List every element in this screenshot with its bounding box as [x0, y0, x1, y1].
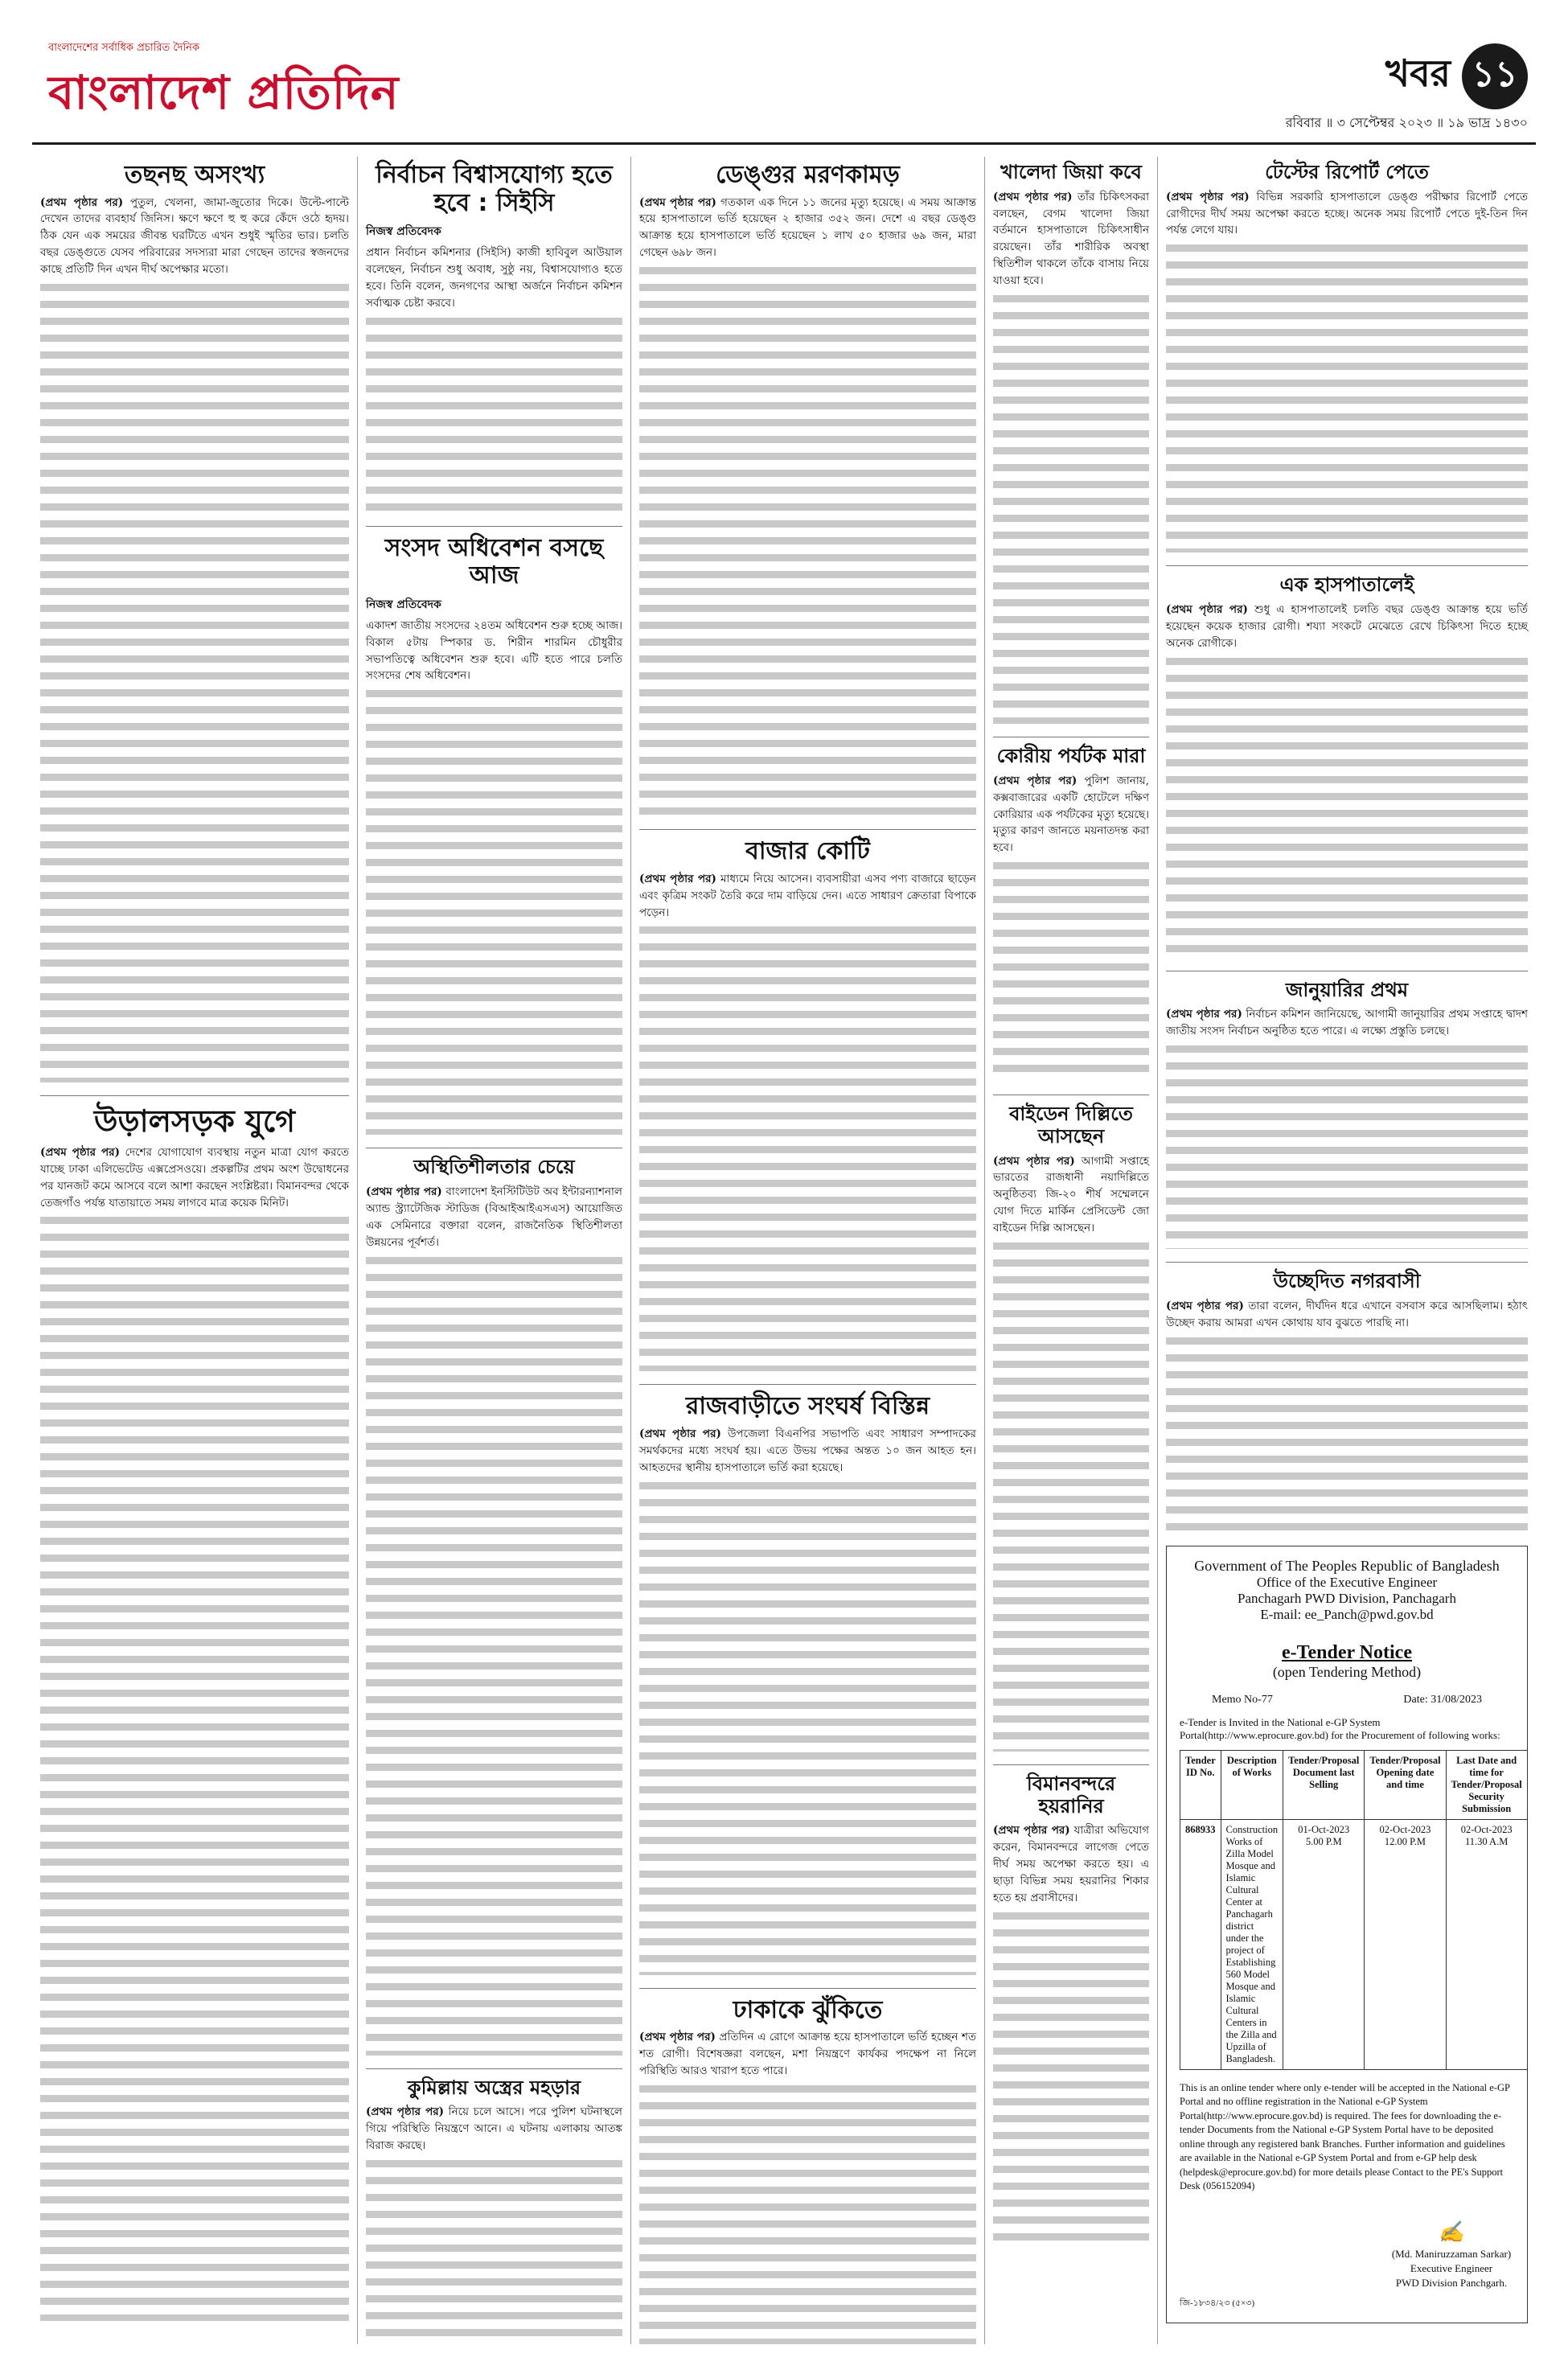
article-continuation — [366, 312, 622, 513]
newspaper-name: বাংলাদেশ প্রতিদিন — [48, 65, 400, 120]
article-continuation — [993, 1237, 1149, 1752]
article-body: একাদশ জাতীয় সংসদের ২৪তম অধিবেশন শুরু হচ্ছে আজ। বিকাল ৫টায় স্পিকার ড. শিরীন শারমিন চৌধুরীর সভাপতিত্বে অধিবেশন শুরু হবে। এটি হতে পারে চলতি সংসদের শেষ অধিবেশন। — [366, 618, 622, 683]
divider — [639, 829, 976, 830]
article-headline: বাইডেন দিল্লিতে আসছেন — [1009, 1103, 1133, 1148]
article-headline: কুমিল্লায় অস্ত্রের মহড়ার — [407, 2076, 581, 2099]
tender-selling-date: 01-Oct-2023 5.00 P.M — [1283, 1819, 1365, 2069]
column-1 — [32, 157, 358, 2344]
article-headline: এক হাসপাতালেই — [1279, 573, 1414, 597]
tender-method: (open Tendering Method) — [1272, 1663, 1422, 1680]
article-biden — [993, 1103, 1149, 1752]
article-body: উপজেলা বিএনপির সভাপতি এবং সাধারণ সম্পাদকের সমর্থকদের মধ্যে সংঘর্ষ হয়। এতে উভয় পক্ষের অন্তত ১০ জন আহত হন। আহতদের স্থানীয় হাসপাতালে ভর্তি করা হয়েছে। — [639, 1427, 976, 1474]
article-lead: (প্রথম পৃষ্ঠার পর) — [1166, 1299, 1244, 1312]
divider — [993, 1764, 1149, 1765]
section-name: খবর — [1385, 51, 1451, 95]
article-body: আগামী সপ্তাহে ভারতের রাজধানী নয়াদিল্লিতে অনুষ্ঠিতব্য জি-২০ শীর্ষ সম্মেলনে যোগ দিতে মার্কিন প্রেসিডেন্ট জো বাইডেন দিল্লি আসছেন। — [993, 1154, 1149, 1235]
article-continuation — [40, 278, 349, 1082]
article-flyover — [40, 1104, 349, 2321]
signer-office: PWD Division Panchgarh. — [1395, 2277, 1508, 2290]
article-dengue-death — [639, 162, 976, 816]
article-headline: ডেঙ্গুর মরণকামড় — [716, 161, 900, 189]
article-bazar — [639, 838, 976, 1371]
divider — [366, 2068, 622, 2069]
article-headline: উচ্ছেদিত নগরবাসী — [1273, 1270, 1421, 1293]
tender-intro: e-Tender is Invited in the National e-GP System Portal(http://www.eprocure.gov.bd) for the Procurement of following works: — [1180, 1715, 1500, 1741]
tender-email: E-mail: ee_Panch@pwd.gov.bd — [1260, 1606, 1434, 1622]
article-uchchhed — [1166, 1271, 1528, 1532]
article-january — [1166, 980, 1528, 1249]
article-byline: নিজস্ব প্রতিবেদক — [366, 225, 441, 238]
column-4 — [985, 157, 1158, 2344]
tender-memo-row — [1212, 1694, 1482, 1707]
article-headline: উড়ালসড়ক যুগে — [93, 1103, 296, 1140]
article-lead: (প্রথম পৃষ্ঠার পর) — [366, 2105, 445, 2119]
masthead — [32, 32, 1536, 145]
divider — [1166, 1262, 1528, 1263]
signer-title: Executive Engineer — [1410, 2262, 1493, 2275]
article-continuation — [993, 1907, 1149, 2245]
page-number-badge: ১১ — [1462, 43, 1528, 109]
column-2 — [358, 157, 631, 2344]
article-continuation — [366, 2154, 622, 2344]
article-body: গতকাল এক দিনে ১১ জনের মৃত্যু হয়েছে। এ সময় আক্রান্ত হয়ে হাসপাতালে ভর্তি হয়েছেন ২ হাজার ৩৫২ জন। দেশে এ বছর ডেঙ্গু আক্রান্ত হয়ে হাসপাতালে ভর্তি হয়েছেন ১ লাখ ৫০ হাজার ৬৯ জন, মারা গেছেন ৬৯৮ জন। — [639, 195, 976, 260]
article-continuation — [639, 2080, 976, 2344]
tender-table-header — [1180, 1750, 1528, 1819]
article-lead: (প্রথম পৃষ্ঠার পর) — [993, 774, 1077, 787]
column-5 — [1158, 157, 1536, 2344]
article-dhaka-risk — [639, 1997, 976, 2344]
article-headline: বিমানবন্দরে হয়রানির — [1026, 1772, 1116, 1817]
tender-notice — [1166, 1546, 1528, 2323]
tender-footer-note: This is an online tender where only e-tender will be accepted in the National e-GP Portal and no offline registration in the National e-GP System Portal(http://www.eprocure.gov.bd) is required. The fees for downloading the e-tender Documents from the National e-GP System Portal have to be deposited online through any registered bank Branches. Further information and guidelines are available in the National e-GP System Portal and from e-GP help desk (helpdesk@eprocure.gov.bd) for more details please Contact to the PE's Support Desk (056152094) — [1180, 2081, 1510, 2192]
article-cumilla — [366, 2077, 622, 2344]
table-row — [1180, 1819, 1528, 2069]
article-headline: ঢাকাকে ঝুঁকিতে — [733, 1995, 883, 2024]
article-lead: (প্রথম পৃষ্ঠার পর) — [993, 190, 1073, 203]
table-header-cell: Last Date and time for Tender/Proposal Security Submission — [1446, 1750, 1527, 1819]
article-khaleda — [993, 162, 1149, 724]
article-continuation — [639, 1477, 976, 1975]
article-headline: নির্বাচন বিশ্বাসযোগ্য হতে হবে : সিইসি — [376, 161, 613, 217]
article-lead: (প্রথম পৃষ্ঠার পর) — [40, 1145, 120, 1159]
article-tester — [1166, 162, 1528, 552]
tender-security-date: 02-Oct-2023 11.30 A.M — [1446, 1819, 1527, 2069]
article-lead: (প্রথম পৃষ্ঠার পর) — [1166, 602, 1248, 616]
article-body: তাঁর চিকিৎসকরা বলছেন, বেগম খালেদা জিয়া বর্তমানে হাসপাতালে চিকিৎসাধীন রয়েছেন। তাঁর শারীরিক অবস্থা স্থিতিশীল থাকলে তাঁকে বাসায় নিয়ে যাওয়া হবে। — [993, 190, 1149, 288]
article-lead: (প্রথম পৃষ্ঠার পর) — [639, 2031, 716, 2044]
article-body: শুধু এ হাসপাতালেই চলতি বছর ডেঙ্গু আক্রান্ত হয়ে ভর্তি হয়েছেন কয়েক হাজার রোগী। শয্যা সংকটে মেঝেতে রেখে চিকিৎসা দিতে হচ্ছে অনেক রোগীকে। — [1166, 602, 1528, 650]
article-continuation — [639, 921, 976, 1371]
article-osthiti — [366, 1156, 622, 2055]
article-biman — [993, 1773, 1149, 2245]
article-body: দেশের যোগাযোগ ব্যবস্থায় নতুন মাত্রা যোগ করতে যাচ্ছে ঢাকা এলিভেটেড এক্সপ্রেসওয়ে। প্রকল্পটির প্রথম অংশ উদ্বোধনের পর যানজট কমে আসবে বলে আশা করছেন সংশ্লিষ্টরা। বিমানবন্দর থেকে তেজগাঁও পর্যন্ত যাতায়াতে সময় লাগবে মাত্র কয়েক মিনিট। — [40, 1145, 349, 1210]
tender-date: Date: 31/08/2023 — [1403, 1693, 1482, 1706]
article-byline: নিজস্ব প্রতিবেদক — [366, 598, 441, 611]
divider — [366, 526, 622, 527]
article-headline: কোরীয় পর্যটক মারা — [996, 745, 1146, 768]
table-header-cell: Description of Works — [1221, 1750, 1283, 1819]
divider — [639, 1384, 976, 1385]
signature-icon: ✍ — [1438, 2220, 1465, 2244]
ad-code: জি-১৮৩৪/২৩ (৫×৩) — [1180, 2298, 1255, 2308]
article-lead: (প্রথম পৃষ্ঠার পর) — [993, 1824, 1070, 1838]
signer-name: (Md. Maniruzzaman Sarkar) — [1391, 2247, 1512, 2260]
article-continuation — [639, 261, 976, 816]
divider — [639, 1988, 976, 1989]
article-body: নির্বাচন কমিশন জানিয়েছে, আগামী জানুয়ারির প্রথম সপ্তাহে দ্বাদশ জাতীয় সংসদ নির্বাচন অনুষ্ঠিত হতে পারে। এ লক্ষ্যে প্রস্তুতি চলছে। — [1166, 1008, 1529, 1038]
article-headline: জানুয়ারির প্রথম — [1285, 978, 1409, 1001]
article-ek-hospital — [1166, 574, 1528, 957]
article-continuation — [1166, 652, 1528, 958]
article-lead: (প্রথম পৃষ্ঠার পর) — [993, 1154, 1075, 1168]
newspaper-logo — [48, 40, 399, 135]
divider — [40, 1095, 349, 1096]
article-body: বিভিন্ন সরকারি হাসপাতালে ডেঙ্গু পরীক্ষার রিপোর্ট পেতে রোগীদের দীর্ঘ সময় অপেক্ষা করতে হচ্ছে। অনেক সময় রিপোর্ট পেতে দুই-তিন দিন পর্যন্ত লেগে যায়। — [1166, 190, 1528, 237]
tender-signature-block — [1389, 2218, 1514, 2291]
article-headline: সংসদ অধিবেশন বসছে আজ — [384, 533, 604, 590]
article-nirbachon — [366, 162, 622, 513]
tender-title: e-Tender Notice — [1282, 1641, 1412, 1663]
article-lead: (প্রথম পৃষ্ঠার পর) — [639, 1427, 721, 1440]
article-body: পুলিশ জানায়, কক্সবাজারের একটি হোটেলে দক্ষিণ কোরিয়ার এক পর্যটকের মৃত্যু হয়েছে। মৃত্যুর কারণ জানতে ময়নাতদন্ত করা হবে। — [993, 774, 1149, 855]
article-lead: (প্রথম পৃষ্ঠার পর) — [1166, 190, 1250, 203]
article-headline: টেস্টের রিপোর্ট পেতে — [1265, 161, 1429, 183]
divider — [1166, 565, 1528, 566]
article-body: মাধ্যমে নিয়ে আসেন। ব্যবসায়ীরা এসব পণ্য বাজারে ছাড়েন এবং কৃত্রিম সংকট তৈরি করে দাম বাড়িয়ে দেন। এতে সাধারণ ক্রেতারা বিপাকে পড়েন। — [639, 872, 976, 919]
table-header-cell: Tender/Proposal Opening date and time — [1365, 1750, 1446, 1819]
article-lead: (প্রথম পৃষ্ঠার পর) — [40, 195, 124, 209]
table-header-cell: Tender ID No. — [1180, 1750, 1221, 1819]
tender-description: Construction Works of Zilla Model Mosque and Islamic Cultural Center at Panchagarh district under the project of Establishing 560 Model Mosque and Islamic Cultural Centers in the Zilla and Upzilla of Bangladesh. — [1221, 1819, 1283, 2069]
table-header-cell: Tender/Proposal Document last Selling — [1283, 1750, 1365, 1819]
tender-id: 868933 — [1180, 1819, 1221, 2069]
tender-office: Office of the Executive Engineer — [1256, 1574, 1438, 1590]
article-songsod — [366, 535, 622, 1136]
section-label — [1385, 43, 1528, 109]
article-continuation — [366, 1251, 622, 2056]
article-lead: (প্রথম পৃষ্ঠার পর) — [639, 872, 716, 885]
article-headline: অস্থিতিশীলতার চেয়ে — [413, 1156, 575, 1179]
article-body: পুতুল, খেলনা, জামা-জুতোর দিকে। উল্টে-পাল্টে দেখেন তাদের ব্যবহার্য জিনিস। ক্ষণে ক্ষণে হু হু করে কেঁদে ওঠে হৃদয়। ঠিক যেন এক সময়ের জীবন্ত ঘরটিতে এখন শুধুই স্মৃতির ভার। চলতি বছর ডেঙ্গুতে যেসব পরিবারের সদস্যরা মারা গেছেন তাদের স্বজনদের কাছে প্রতিটি দিন এখন দীর্ঘ অপেক্ষার মতো। — [40, 195, 349, 277]
article-body: বাংলাদেশ ইনস্টিটিউট অব ইন্টারন্যাশনাল অ্যান্ড স্ট্র্যাটেজিক স্টাডিজ (বিআইআইএসএস) আয়োজিত এক সেমিনারে বক্তারা বলেন, রাজনৈতিক স্থিতিশীলতা উন্নয়নের পূর্বশর্ত। — [366, 1185, 622, 1249]
tender-memo: Memo No-77 — [1212, 1693, 1273, 1706]
article-headline: তছনছ অসংখ্য — [124, 161, 265, 189]
column-3 — [631, 157, 985, 2344]
logo-tagline: বাংলাদেশের সর্বাধিক প্রচারিত দৈনিক — [48, 42, 200, 54]
tender-government: Government of The Peoples Republic of Bangladesh — [1194, 1557, 1500, 1574]
article-tosnos — [40, 162, 349, 1082]
article-body: নিয়ে চলে আসে। পরে পুলিশ ঘটনাস্থলে গিয়ে পরিস্থিতি নিয়ন্ত্রণে আনে। এ ঘটনায় এলাকায় আতঙ্ক বিরাজ করছে। — [366, 2105, 622, 2153]
article-continuation — [1166, 1332, 1528, 1533]
article-lead: (প্রথম পৃষ্ঠার পর) — [1166, 1008, 1242, 1021]
article-body: তারা বলেন, দীর্ঘদিন ধরে এখানে বসবাস করে আসছিলাম। হঠাৎ উচ্ছেদ করায় আমরা এখন কোথায় যাব বুঝতে পারছি না। — [1166, 1299, 1529, 1329]
article-headline: খালেদা জিয়া কবে — [1000, 161, 1142, 183]
article-continuation — [366, 684, 622, 1135]
article-body: প্রতিদিন এ রোগে আক্রান্ত হয়ে হাসপাতালে ভর্তি হচ্ছেন শত শত রোগী। বিশেষজ্ঞরা বলছেন, মশা নিয়ন্ত্রণে কার্যকর পদক্ষেপ না নিলে পরিস্থিতি আরও খারাপ হতে পারে। — [639, 2031, 976, 2078]
article-continuation — [1166, 239, 1528, 552]
article-body: যাত্রীরা অভিযোগ করেন, বিমানবন্দরে লাগেজ পেতে দীর্ঘ সময় অপেক্ষা করতে হয়। এ ছাড়া বিভিন্ন সময় হয়রানির শিকার হতে হয় প্রবাসীদের। — [993, 1824, 1149, 1904]
tender-table — [1180, 1750, 1528, 2070]
article-lead: (প্রথম পৃষ্ঠার পর) — [366, 1185, 442, 1198]
tender-opening-date: 02-Oct-2023 12.00 P.M — [1365, 1819, 1446, 2069]
dateline: রবিবার ॥ ৩ সেপ্টেম্বর ২০২৩ ॥ ১৯ ভাদ্র ১৪৩০ — [1285, 115, 1528, 130]
article-body: প্রধান নির্বাচন কমিশনার (সিইসি) কাজী হাবিবুল আউয়াল বলেছেন, নির্বাচন শুধু অবাধ, সুষ্ঠু নয়, বিশ্বাসযোগ্যও হতে হবে। তিনি বলেন, জনগণের আস্থা অর্জনে নির্বাচন কমিশন সর্বাত্মক চেষ্টা করবে। — [366, 246, 622, 310]
article-headline: রাজবাড়ীতে সংঘর্ষ বিস্তিন্ন — [685, 1392, 930, 1421]
article-rajbari — [639, 1393, 976, 1974]
article-continuation — [993, 856, 1149, 1082]
article-continuation — [993, 290, 1149, 724]
article-continuation — [1166, 1040, 1528, 1249]
tender-division: Panchagarh PWD Division, Panchagarh — [1238, 1590, 1456, 1606]
article-headline: বাজার কোটি — [745, 837, 870, 866]
article-korea — [993, 745, 1149, 1082]
content-columns — [32, 157, 1536, 2344]
article-lead: (প্রথম পৃষ্ঠার পর) — [639, 195, 716, 209]
article-continuation — [40, 1211, 349, 2321]
